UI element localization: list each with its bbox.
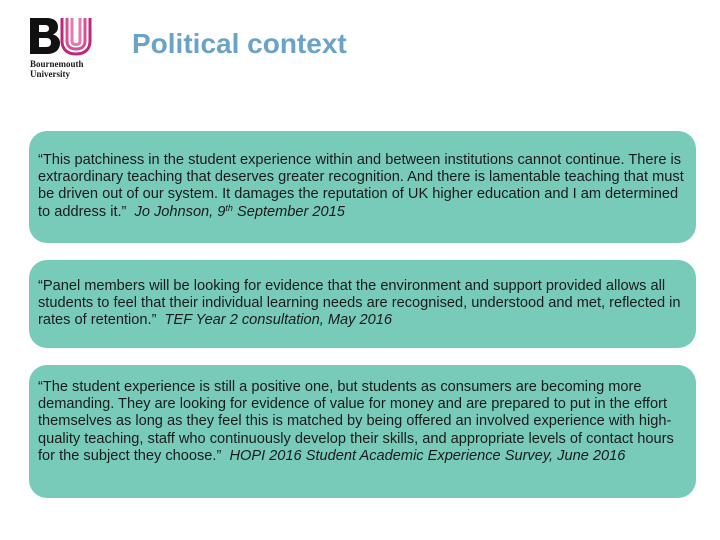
quote-citation xyxy=(135,204,345,220)
quote-box-johnson xyxy=(29,131,696,243)
quote-text: “The student experience is still a positive one, but students as consumers are becoming more demanding. They are looking for evidence of value for money and are prepared to put in the effort themselves as long as they feel this is matched by being offered an involved experience with high-quality teaching, staff who continuously develop their skills, and appropriate levels of contact hours for the subject they choose.” xyxy=(38,379,674,464)
quote-citation: TEF Year 2 consultation, May 2016 xyxy=(164,312,392,329)
logo-text-line2: University xyxy=(30,69,70,79)
quote-paragraph xyxy=(38,278,686,330)
university-logo xyxy=(30,16,96,82)
bu-logo-mark xyxy=(30,16,96,56)
quote-box-hepi xyxy=(29,365,696,498)
citation-date: September 2015 xyxy=(232,203,345,220)
quote-paragraph xyxy=(38,379,686,465)
citation-name: Jo Johnson, 9 xyxy=(134,203,226,220)
citation-ordinal: th xyxy=(225,202,233,213)
slide-title: Political context xyxy=(132,28,347,59)
quote-text: “This patchiness in the student experience within and between institutions cannot continue. There is extraordinary teaching that deserves greater recognition. And there is lamentable teaching that must be driven out of our system. It damages the reputation of UK higher education and I am determined to address it.” xyxy=(38,152,684,220)
quote-text: “Panel members will be looking for evidence that the environment and support provided allows all students to feel that their individual learning needs are recognised, understood and met, reflected in rates of retention.” xyxy=(38,278,681,329)
logo-text-line1: Bournemouth xyxy=(30,59,84,69)
quote-paragraph xyxy=(38,152,686,221)
quote-citation: HOPI 2016 Student Academic Experience Survey, June 2016 xyxy=(229,447,626,464)
quote-box-tef xyxy=(29,260,696,348)
